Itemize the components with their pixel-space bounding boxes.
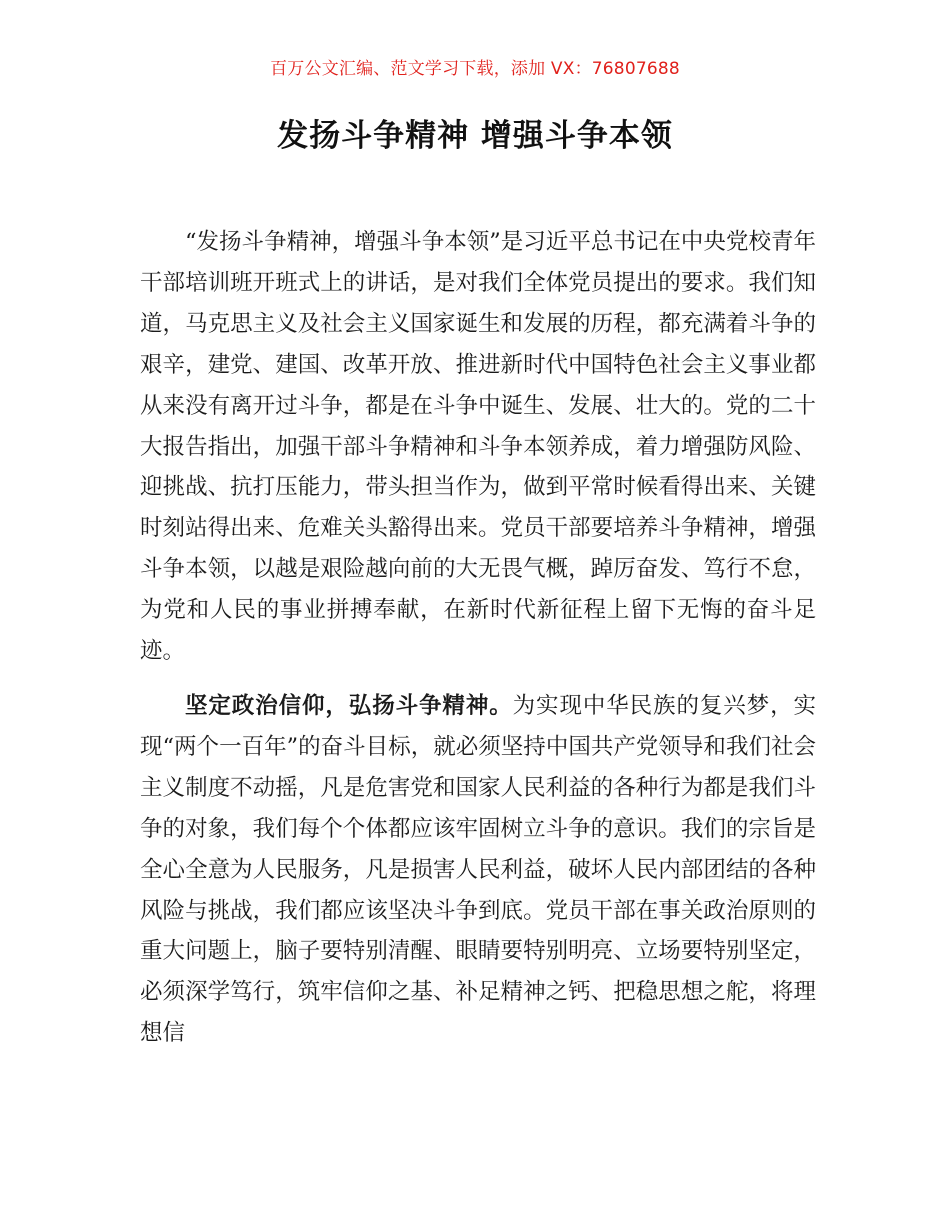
section-1-lead: 坚定政治信仰，弘扬斗争精神。 — [185, 692, 513, 719]
document-body — [140, 222, 816, 1054]
paragraph-intro — [140, 222, 816, 672]
document-title: 发扬斗争精神 增强斗争本领 — [277, 118, 673, 154]
section-1-text: 为实现中华民族的复兴梦，实现“两个一百年”的奋斗目标，就必须坚持中国共产党领导和我们社会主义制度不动摇，凡是危害党和国家人民利益的各种行为都是我们斗争的对象，我们每个个体都应该牢固树立斗争的意识。我们的宗旨是全心全意为人民服务，凡是损害人民利益，破坏人民内部团结的各种风险与挑战，我们都应该坚决斗争到底。党员干部在事关政治原则的重大问题上，脑子要特别清醒、眼睛要特别明亮、立场要特别坚定，必须深学笃行，筑牢信仰之基、补足精神之钙、把稳思想之舵，将理想信 — [140, 692, 816, 1047]
paragraph-section-1 — [140, 686, 816, 1054]
paragraph-intro-text: “发扬斗争精神，增强斗争本领”是习近平总书记在中央党校青年干部培训班开班式上的讲话，是对我们全体党员提出的要求。我们知道，马克思主义及社会主义国家诞生和发展的历程，都充满着斗争的艰辛，建党、建国、改革开放、推进新时代中国特色社会主义事业都从来没有离开过斗争，都是在斗争中诞生、发展、壮大的。党的二十大报告指出，加强干部斗争精神和斗争本领养成，着力增强防风险、迎挑战、抗打压能力，带头担当作为，做到平常时候看得出来、关键时刻站得出来、危难关头豁得出来。党员干部要培养斗争精神，增强斗争本领，以越是艰险越向前的大无畏气概，踔厉奋发、笃行不怠，为党和人民的事业拼搏奉献，在新时代新征程上留下无悔的奋斗足迹。 — [140, 229, 816, 665]
header-promo-note: 百万公文汇编、范文学习下载，添加 VX：76807688 — [270, 59, 680, 79]
